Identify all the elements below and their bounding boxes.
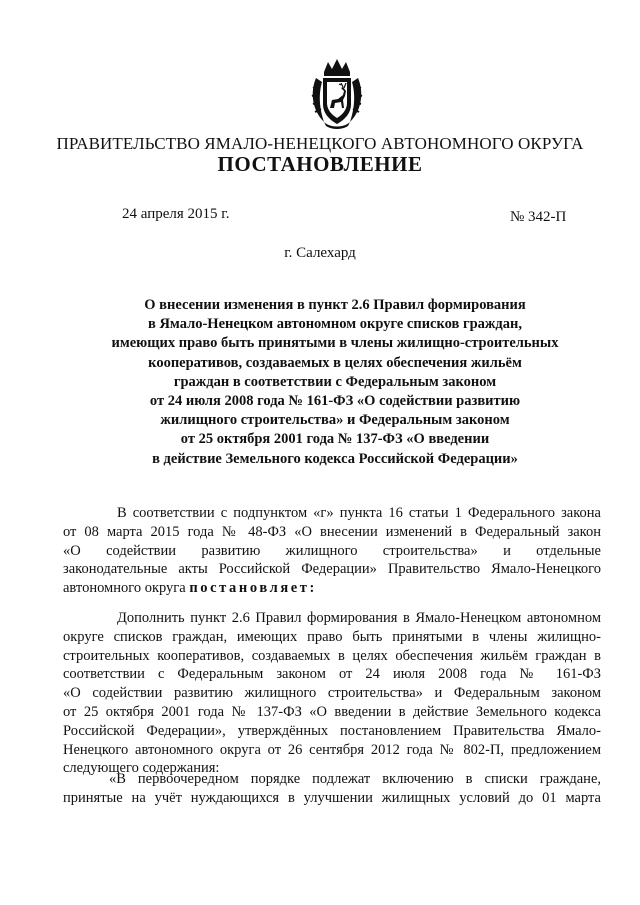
text-line: «О содействии развитию жилищного строительства» и отдельные xyxy=(63,542,601,559)
title-line: О внесении изменения в пункт 2.6 Правил формирования xyxy=(144,297,526,313)
text-line xyxy=(63,579,601,598)
title-line: от 24 июля 2008 года № 161-ФЗ «О содействии развитию xyxy=(149,393,521,410)
title-line: граждан в соответствии с Федеральным законом xyxy=(173,373,497,390)
paragraph-preamble xyxy=(63,504,601,598)
text-line: округе списков граждан, имеющих право быть принятыми в члены жилищно- xyxy=(63,628,601,645)
text-line: соответствии с Федеральным законом от 24 июля 2008 года № 161-ФЗ xyxy=(63,666,601,683)
title-line: от 25 октября 2001 года № 137-ФЗ «О введении xyxy=(180,431,490,448)
text-fragment: автономного округа xyxy=(63,580,190,597)
title-line: в действие Земельного кодекса Российской Федерации» xyxy=(152,450,518,467)
text-line: следующего содержания: xyxy=(63,760,220,777)
coat-of-arms-icon xyxy=(310,58,364,130)
text-line: «В первоочередном порядке подлежат включению в списки граждане, xyxy=(109,771,601,787)
text-line: Ненецкого автономного округа от 26 сентября 2012 года № 802-П, предложением xyxy=(63,741,601,758)
text-line: законодательные акты Российской Федерации» Правительство Ямало-Ненецкого xyxy=(63,561,601,578)
text-line: «О содействии развитию жилищного строительства» и Федеральным законом xyxy=(63,685,601,702)
title-line: кооперативов, создаваемых в целях обеспечения жильём xyxy=(148,354,522,371)
document-date: 24 апреля 2015 г. xyxy=(122,206,230,222)
title-line: жилищного строительства» и Федеральным законом xyxy=(160,412,510,429)
document-city: г. Салехард xyxy=(284,245,356,261)
document-title xyxy=(100,296,570,469)
text-line: Дополнить пункт 2.6 Правил формирования в Ямало-Ненецком автономном xyxy=(117,610,601,626)
title-line: в Ямало-Ненецком автономном округе списков граждан, xyxy=(148,316,522,333)
text-line: от 25 октября 2001 года № 137-ФЗ «О введении в действие Земельного кодекса xyxy=(63,703,601,720)
document-type: ПОСТАНОВЛЕНИЕ xyxy=(217,152,423,176)
organization-name: ПРАВИТЕЛЬСТВО ЯМАЛО-НЕНЕЦКОГО АВТОНОМНОГО ОКРУГА xyxy=(56,134,584,153)
title-line: имеющих право быть принятыми в члены жилищно-строительных xyxy=(111,335,559,352)
paragraph-quote xyxy=(63,770,601,808)
document-number: № 342-П xyxy=(510,209,567,225)
text-line: от 08 марта 2015 года № 48-ФЗ «О внесении изменений в Федеральный закон xyxy=(63,523,601,540)
text-line: строительных кооперативов, создаваемых в целях обеспечения жильём граждан в xyxy=(63,647,601,664)
text-line: Российской Федерации», утверждённых постановлением Правительства Ямало- xyxy=(63,722,601,739)
text-line: принятые на учёт нуждающихся в улучшении жилищных условий до 01 марта xyxy=(63,789,601,806)
paragraph-resolution xyxy=(63,609,601,778)
text-line: В соответствии с подпунктом «г» пункта 16 статьи 1 Федерального закона xyxy=(117,505,601,521)
resolves-word: постановляет: xyxy=(189,580,317,597)
